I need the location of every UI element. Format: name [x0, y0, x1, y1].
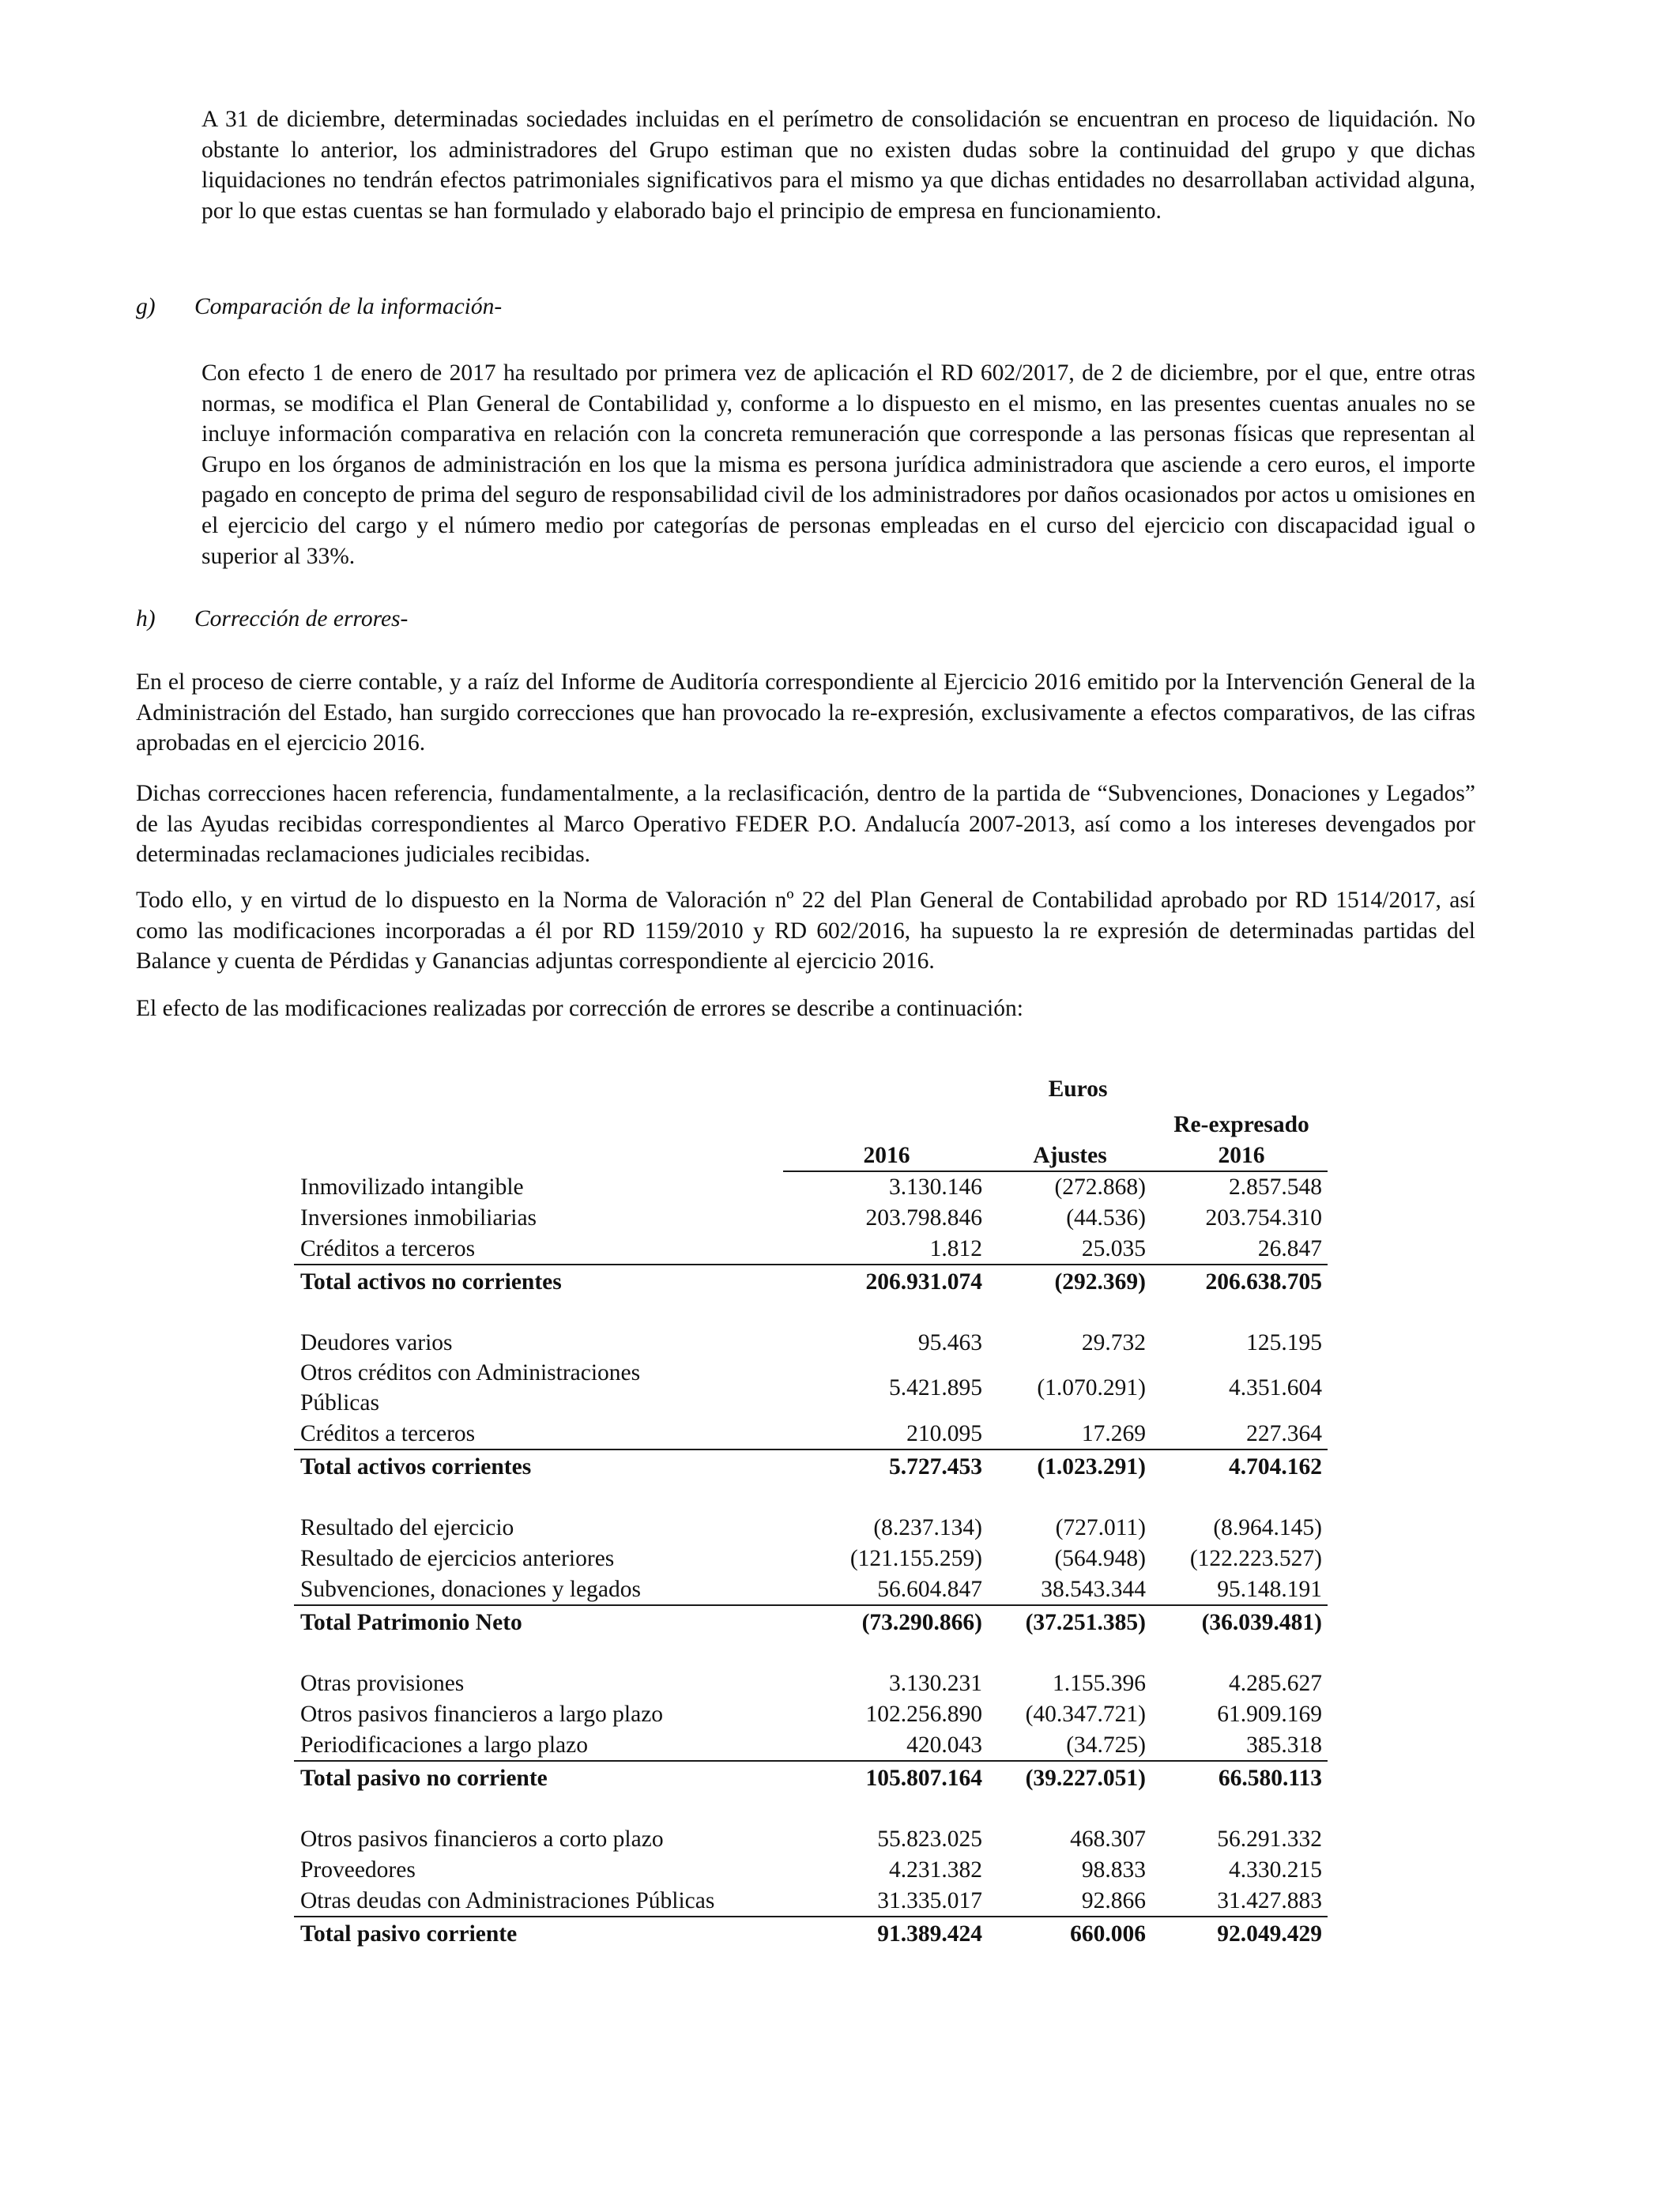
value-reexpresado-2016: 26.847	[1257, 1235, 1322, 1261]
table-row	[294, 1512, 1328, 1543]
table-total-row	[294, 1604, 1328, 1638]
row-label: Resultado de ejercicios anteriores	[300, 1545, 615, 1571]
row-label: Otras provisiones	[300, 1670, 465, 1696]
value-ajustes: (39.227.051)	[1025, 1765, 1146, 1791]
value-ajustes: (1.070.291)	[1037, 1375, 1146, 1400]
reexpresado-header: Re-expresado	[1173, 1112, 1309, 1137]
spacer-row	[294, 1483, 1328, 1512]
row-label: Créditos a terceros	[300, 1235, 476, 1261]
table-row	[294, 1202, 1328, 1233]
table-row	[294, 1698, 1328, 1729]
table-body	[294, 1171, 1328, 1950]
value-2016: 105.807.164	[865, 1765, 982, 1791]
value-reexpresado-2016: 125.195	[1246, 1329, 1322, 1355]
table-total-row	[294, 1760, 1328, 1794]
currency-header: Euros	[1048, 1076, 1108, 1102]
value-2016: (121.155.259)	[849, 1545, 982, 1571]
value-reexpresado-2016: 66.580.113	[1218, 1765, 1322, 1791]
column-header-reexpresado-2016: 2016	[1218, 1143, 1265, 1168]
row-label: Resultado del ejercicio	[300, 1514, 514, 1540]
section-h-paragraph-2: Dichas correcciones hacen referencia, fundamentalmente, a la reclasificación, dentro de la partida de “Subvenciones, Donaciones y Legados” de las Ayudas recibidas correspondientes al Marco Operativo FEDER P.O. Andalucía 2007-2013, así como a los intereses devengados por determinadas reclamaciones judiciales recibidas.	[136, 781, 1475, 868]
table-row	[294, 1418, 1328, 1449]
value-ajustes: 29.732	[1081, 1329, 1146, 1355]
section-g-title: Comparación de la información-	[194, 294, 503, 319]
value-reexpresado-2016: (8.964.145)	[1213, 1514, 1322, 1540]
spacer-row	[294, 1298, 1328, 1327]
section-h-title: Corrección de errores-	[194, 606, 409, 631]
column-header-ajustes: Ajustes	[1033, 1143, 1107, 1168]
table-total-row	[294, 1449, 1328, 1483]
value-reexpresado-2016: 56.291.332	[1217, 1826, 1322, 1852]
section-h-letter: h)	[136, 606, 156, 631]
value-reexpresado-2016: 4.351.604	[1229, 1375, 1322, 1400]
value-ajustes: (40.347.721)	[1025, 1701, 1146, 1727]
value-reexpresado-2016: 61.909.169	[1217, 1701, 1322, 1727]
value-2016: 203.798.846	[865, 1204, 982, 1231]
value-ajustes: (34.725)	[1066, 1732, 1146, 1758]
value-ajustes: (37.251.385)	[1025, 1609, 1146, 1635]
value-reexpresado-2016: 95.148.191	[1217, 1576, 1322, 1602]
spacer-row	[294, 1638, 1328, 1668]
row-label: Subvenciones, donaciones y legados	[300, 1576, 641, 1602]
row-label: Otras deudas con Administraciones Públicas	[300, 1887, 715, 1913]
value-2016: 91.389.424	[877, 1921, 982, 1947]
row-label: Total pasivo corriente	[300, 1921, 518, 1947]
section-g-paragraph: Con efecto 1 de enero de 2017 ha resultado por primera vez de aplicación el RD 602/2017, de 2 de diciembre, por el que, entre otras normas, se modifica el Plan General de Contabilidad y, conforme a lo dispuesto en el mismo, en las presentes cuentas anuales no se incluye información comparativa en relación con la concreta remuneración que corresponde a las personas físicas que representan al Grupo en los órganos de administración en los que la misma es persona jurídica administradora que asciende a cero euros, el importe pagado en concepto de prima del seguro de responsabilidad civil de los administradores por daños ocasionados por actos u omisiones en el ejercicio del cargo y el número medio por categorías de personas empleadas en el curso del ejercicio con discapacidad igual o superior al 33%.	[202, 360, 1475, 569]
table-row	[294, 1854, 1328, 1885]
value-ajustes: (44.536)	[1066, 1204, 1146, 1231]
value-ajustes: 25.035	[1081, 1235, 1146, 1261]
value-ajustes: (727.011)	[1055, 1514, 1146, 1540]
value-reexpresado-2016: 385.318	[1246, 1732, 1322, 1758]
value-reexpresado-2016: 31.427.883	[1217, 1887, 1322, 1913]
value-2016: 420.043	[906, 1732, 982, 1758]
value-2016: (73.290.866)	[861, 1609, 982, 1635]
section-g-letter: g)	[136, 294, 156, 319]
row-label: Otros pasivos financieros a corto plazo	[300, 1826, 664, 1852]
table-row	[294, 1327, 1328, 1358]
row-label: Total Patrimonio Neto	[300, 1609, 522, 1635]
table-row	[294, 1823, 1328, 1854]
value-2016: 55.823.025	[877, 1826, 982, 1852]
row-label: Total pasivo no corriente	[300, 1765, 548, 1791]
section-h-heading	[136, 604, 408, 634]
value-2016: 3.130.146	[889, 1174, 982, 1200]
value-2016: 5.421.895	[889, 1375, 982, 1400]
table-total-row	[294, 1916, 1328, 1950]
spacer-row	[294, 1794, 1328, 1823]
section-h-paragraph-4: El efecto de las modificaciones realizadas por corrección de errores se describe a continuación:	[136, 996, 1023, 1021]
row-label: Total activos corrientes	[300, 1453, 532, 1480]
value-reexpresado-2016: (36.039.481)	[1201, 1609, 1322, 1635]
row-label: Créditos a terceros	[300, 1420, 476, 1446]
value-2016: 1.812	[929, 1235, 982, 1261]
row-label: Inversiones inmobiliarias	[300, 1204, 537, 1231]
value-2016: (8.237.134)	[873, 1514, 982, 1540]
section-h-paragraph-3: Todo ello, y en virtud de lo dispuesto en la Norma de Valoración nº 22 del Plan General de Contabilidad aprobado por RD 1514/2017, así como las modificaciones incorporadas a él por RD 1159/2010 y RD 602/2016, ha supuesto la re expresión de determinadas partidas del Balance y cuenta de Pérdidas y Ganancias adjuntas correspondiente al ejercicio 2016.	[136, 888, 1475, 974]
value-2016: 4.231.382	[889, 1857, 982, 1883]
table-row	[294, 1574, 1328, 1604]
section-g-heading	[136, 292, 502, 322]
value-2016: 95.463	[917, 1329, 982, 1355]
table-row	[294, 1171, 1328, 1202]
value-ajustes: 1.155.396	[1053, 1670, 1146, 1696]
row-label: Otros créditos con Administraciones Públicas	[300, 1360, 641, 1416]
table-row	[294, 1729, 1328, 1760]
row-label: Inmovilizado intangible	[300, 1174, 524, 1200]
value-reexpresado-2016: 203.754.310	[1205, 1204, 1322, 1231]
intro-paragraph: A 31 de diciembre, determinadas sociedades incluidas en el perímetro de consolidación se encuentran en proceso de liquidación. No obstante lo anterior, los administradores del Grupo estiman que no existen dudas sobre la continuidad del grupo y que dichas liquidaciones no tendrán efectos patrimoniales significativos para el mismo ya que dichas entidades no desarrollaban actividad alguna, por lo que estas cuentas se han formulado y elaborado bajo el principio de empresa en funcionamiento.	[202, 107, 1475, 224]
value-2016: 56.604.847	[877, 1576, 982, 1602]
row-label: Proveedores	[300, 1857, 416, 1883]
table-row	[294, 1543, 1328, 1574]
row-label: Deudores varios	[300, 1329, 453, 1355]
row-label: Total activos no corrientes	[300, 1269, 562, 1295]
value-reexpresado-2016: 206.638.705	[1205, 1269, 1322, 1295]
value-ajustes: 92.866	[1081, 1887, 1146, 1913]
table-total-row	[294, 1264, 1328, 1298]
value-2016: 206.931.074	[865, 1269, 982, 1295]
value-ajustes: (1.023.291)	[1037, 1453, 1146, 1480]
table-row	[294, 1885, 1328, 1916]
value-2016: 102.256.890	[865, 1701, 982, 1727]
value-2016: 5.727.453	[889, 1453, 982, 1480]
value-reexpresado-2016: (122.223.527)	[1189, 1545, 1322, 1571]
value-reexpresado-2016: 4.704.162	[1229, 1453, 1322, 1480]
value-reexpresado-2016: 227.364	[1246, 1420, 1322, 1446]
value-ajustes: 98.833	[1081, 1857, 1146, 1883]
value-ajustes: 468.307	[1070, 1826, 1146, 1852]
value-ajustes: 17.269	[1081, 1420, 1146, 1446]
table-row	[294, 1668, 1328, 1698]
value-ajustes: (564.948)	[1054, 1545, 1146, 1571]
value-2016: 31.335.017	[877, 1887, 982, 1913]
value-reexpresado-2016: 2.857.548	[1229, 1174, 1322, 1200]
value-ajustes: 38.543.344	[1041, 1576, 1146, 1602]
value-reexpresado-2016: 4.330.215	[1229, 1857, 1322, 1883]
row-label: Periodificaciones a largo plazo	[300, 1732, 588, 1758]
value-ajustes: (292.369)	[1054, 1269, 1146, 1295]
table-row	[294, 1358, 1328, 1418]
row-label: Otros pasivos financieros a largo plazo	[300, 1701, 664, 1727]
column-header-2016: 2016	[863, 1143, 910, 1168]
value-2016: 3.130.231	[889, 1670, 982, 1696]
table-row	[294, 1233, 1328, 1264]
value-reexpresado-2016: 4.285.627	[1229, 1670, 1322, 1696]
value-ajustes: 660.006	[1070, 1921, 1146, 1947]
value-reexpresado-2016: 92.049.429	[1217, 1921, 1322, 1947]
section-h-paragraph-1: En el proceso de cierre contable, y a raíz del Informe de Auditoría correspondiente al Ejercicio 2016 emitido por la Intervención General de la Administración del Estado, han surgido correcciones que han provocado la re-expresión, exclusivamente a efectos comparativos, de las cifras aprobadas en el ejercicio 2016.	[136, 669, 1475, 756]
value-ajustes: (272.868)	[1054, 1174, 1146, 1200]
value-2016: 210.095	[906, 1420, 982, 1446]
